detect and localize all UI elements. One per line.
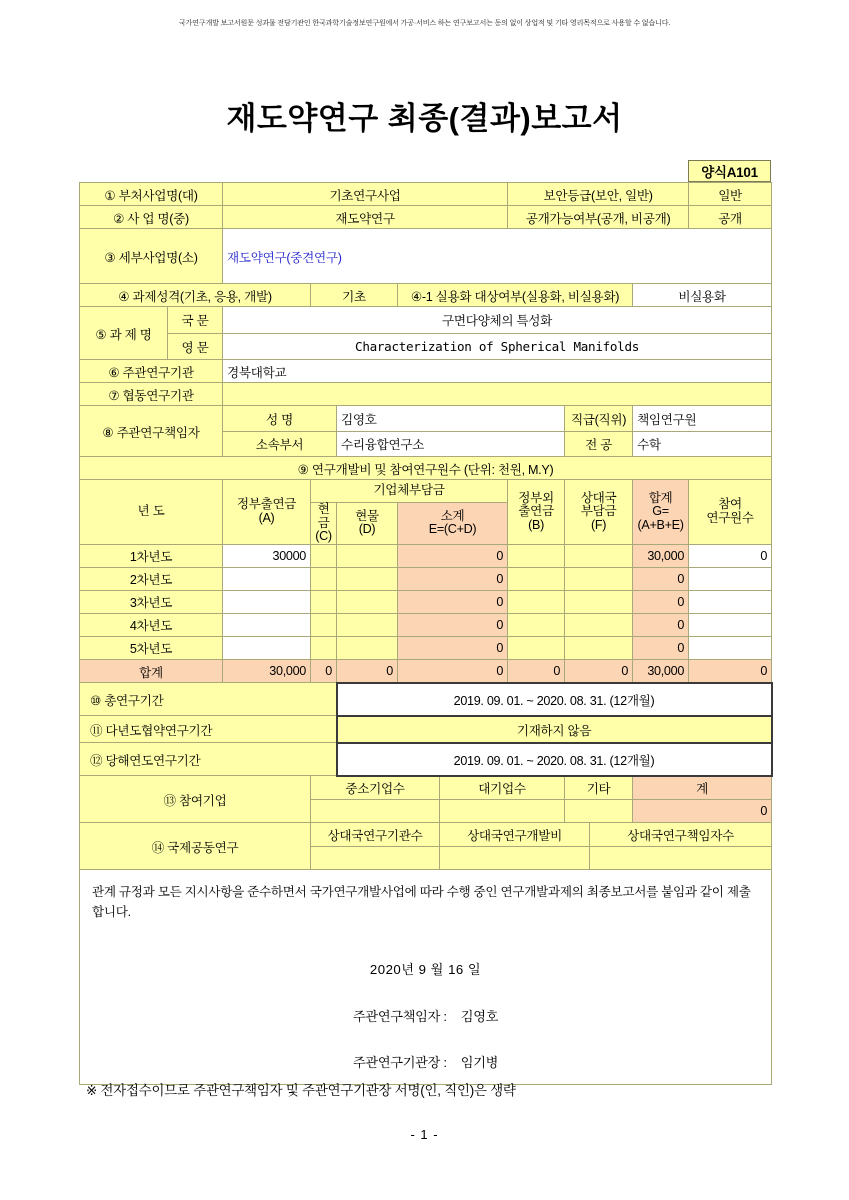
budget-header-gov-fund (223, 480, 311, 545)
budget-cell-cash (311, 544, 337, 567)
budget-header-nongov-line2: 출연금 (518, 504, 554, 519)
declaration-head-signature (92, 1053, 759, 1073)
international-value-pi-count (590, 846, 772, 870)
table-row (80, 360, 772, 383)
budget-total-staff: 0 (689, 659, 772, 683)
table-row (80, 544, 772, 567)
field-label-host-institution: ⑥ 주관연구기관 (80, 360, 223, 383)
report-cover-table (79, 182, 773, 1085)
budget-cell-staff (689, 567, 772, 590)
budget-cell-subtotal: 0 (398, 613, 508, 636)
budget-cell-inkind (337, 590, 398, 613)
field-value-project-type: 기초 (311, 284, 398, 307)
budget-total-inkind: 0 (337, 659, 398, 683)
budget-total-cash: 0 (311, 659, 337, 683)
budget-row-year: 3차년도 (80, 590, 223, 613)
field-value-coop-institution (223, 383, 772, 406)
budget-total-total: 30,000 (633, 659, 689, 683)
budget-header-staff-line1: 참여 (718, 497, 742, 512)
companies-header-total: 계 (633, 776, 772, 800)
budget-cell-subtotal: 0 (398, 544, 508, 567)
companies-header-large: 대기업수 (440, 776, 565, 800)
budget-cell-gov (223, 590, 311, 613)
budget-header-nongov-line3: (B) (528, 517, 544, 532)
budget-header-partner-line2: 부담금 (580, 504, 617, 519)
field-value-commercialization: 비실용화 (633, 284, 772, 307)
budget-header-inkind-line1: 현물 (355, 508, 379, 523)
companies-header-sme: 중소기업수 (311, 776, 440, 800)
budget-section-caption: ⑨ 연구개발비 및 참여연구원수 (단위: 천원, M.Y) (80, 457, 772, 480)
budget-cell-nongov (508, 544, 565, 567)
budget-total-partner: 0 (565, 659, 633, 683)
budget-cell-subtotal: 0 (398, 636, 508, 659)
budget-cell-nongov (508, 613, 565, 636)
international-value-cost (440, 846, 590, 870)
budget-cell-cash (311, 567, 337, 590)
field-value-disclosure: 공개 (689, 206, 772, 229)
table-row (80, 743, 772, 776)
field-label-pi-department: 소속부서 (223, 431, 337, 457)
budget-cell-partner (565, 636, 633, 659)
budget-cell-inkind (337, 544, 398, 567)
budget-header-subtotal (398, 503, 508, 545)
field-label-pi-rank: 직급(직위) (565, 406, 633, 432)
budget-header-total-line1: 합계 (648, 490, 673, 505)
budget-cell-total: 30,000 (633, 544, 689, 567)
budget-row-year: 2차년도 (80, 567, 223, 590)
declaration-head-name: 임기병 (460, 1055, 499, 1071)
budget-cell-total: 0 (633, 590, 689, 613)
budget-cell-gov (223, 567, 311, 590)
budget-header-staff-line2: 연구원수 (706, 510, 754, 525)
page-number: - 1 - (410, 1127, 439, 1142)
international-value-institutions (311, 846, 440, 870)
budget-cell-inkind (337, 636, 398, 659)
field-value-pi-major: 수학 (633, 431, 772, 457)
budget-cell-total: 0 (633, 567, 689, 590)
field-label-total-period: ⑩ 총연구기간 (80, 683, 337, 716)
budget-total-label: 합계 (80, 659, 223, 683)
companies-header-other: 기타 (565, 776, 633, 800)
budget-header-inkind (337, 503, 398, 545)
declaration-block (80, 870, 772, 1084)
field-label-pi-name: 성 명 (223, 406, 337, 432)
budget-header-subtotal-line1: 소계 (440, 508, 465, 523)
table-row (80, 683, 772, 716)
budget-cell-gov: 30000 (223, 544, 311, 567)
field-value-pi-name: 김영호 (337, 406, 565, 432)
table-row (80, 590, 772, 613)
table-row (80, 307, 772, 334)
declaration-date: 2020년 9 월 16 일 (369, 962, 482, 978)
budget-header-cash-line1: 현금 (317, 502, 330, 530)
field-label-project-type: ④ 과제성격(기초, 응용, 개발) (80, 284, 311, 307)
budget-row-year: 5차년도 (80, 636, 223, 659)
budget-total-gov: 30,000 (223, 659, 311, 683)
table-row (80, 383, 772, 406)
budget-cell-cash (311, 636, 337, 659)
budget-cell-nongov (508, 636, 565, 659)
field-value-host-institution: 경북대학교 (223, 360, 772, 383)
budget-row-year: 1차년도 (80, 544, 223, 567)
budget-header-company-contribution: 기업체부담금 (311, 480, 508, 503)
field-label-multiyear-period: ⑪ 다년도협약연구기간 (80, 716, 337, 743)
signature-omitted-note: ※ 전자접수이므로 주관연구책임자 및 주관연구기관장 서명(인, 직인)은 생략 (86, 1083, 516, 1098)
budget-header-inkind-line2: (D) (358, 522, 376, 537)
international-header-institutions: 상대국연구기관수 (311, 823, 440, 847)
field-value-title-korean: 구면다양체의 특성화 (223, 307, 772, 334)
field-value-current-year-period: 2019. 09. 01. ~ 2020. 08. 31. (12개월) (337, 743, 772, 776)
budget-cell-gov (223, 636, 311, 659)
budget-total-nongov: 0 (508, 659, 565, 683)
budget-cell-inkind (337, 567, 398, 590)
field-label-title-english: 영 문 (168, 333, 223, 360)
budget-header-total (633, 480, 689, 545)
field-label-ministry-program: ① 부처사업명(대) (80, 183, 223, 206)
field-label-participating-companies: ⑬ 참여기업 (80, 776, 311, 823)
international-header-pi-count: 상대국연구책임자수 (590, 823, 772, 847)
budget-header-staff-count (689, 480, 772, 545)
budget-header-cash (311, 503, 337, 545)
budget-header-nongov-line1: 정부외 (518, 490, 554, 505)
table-row (80, 716, 772, 743)
budget-cell-nongov (508, 567, 565, 590)
field-value-pi-rank: 책임연구원 (633, 406, 772, 432)
form-code-badge: 양식A101 (688, 160, 771, 182)
table-row (80, 333, 772, 360)
budget-header-partner-line1: 상대국 (580, 490, 617, 505)
field-value-title-english: Characterization of Spherical Manifolds (223, 333, 772, 360)
field-value-detail-program: 재도약연구(중견연구) (223, 229, 772, 284)
budget-cell-partner (565, 567, 633, 590)
field-label-pi-major: 전 공 (565, 431, 633, 457)
companies-value-sme (311, 800, 440, 823)
budget-total-subtotal: 0 (398, 659, 508, 683)
companies-value-other (565, 800, 633, 823)
table-row (80, 776, 772, 800)
budget-cell-gov (223, 613, 311, 636)
table-row (80, 659, 772, 683)
table-row (80, 613, 772, 636)
table-row (80, 406, 772, 432)
budget-header-gov-fund-line1: 정부출연금 (236, 497, 297, 512)
table-row (80, 567, 772, 590)
table-row (80, 183, 772, 206)
field-label-commercialization: ④-1 실용화 대상여부(실용화, 비실용화) (398, 284, 633, 307)
declaration-head-label: 주관연구기관장 : (352, 1055, 447, 1071)
budget-cell-staff (689, 636, 772, 659)
budget-cell-nongov (508, 590, 565, 613)
budget-cell-total: 0 (633, 636, 689, 659)
budget-cell-cash (311, 613, 337, 636)
table-row (80, 284, 772, 307)
budget-cell-partner (565, 590, 633, 613)
table-row (80, 457, 772, 480)
budget-header-year: 년 도 (80, 480, 223, 545)
field-label-title-korean: 국 문 (168, 307, 223, 334)
table-row (80, 480, 772, 503)
field-value-total-period: 2019. 09. 01. ~ 2020. 08. 31. (12개월) (337, 683, 772, 716)
declaration-pi-name: 김영호 (460, 1008, 499, 1024)
budget-cell-subtotal: 0 (398, 567, 508, 590)
declaration-pi-signature (92, 1007, 759, 1027)
field-value-program-name: 재도약연구 (223, 206, 508, 229)
budget-row-year: 4차년도 (80, 613, 223, 636)
budget-cell-staff (689, 613, 772, 636)
field-label-international-research: ⑭ 국제공동연구 (80, 823, 311, 870)
international-header-cost: 상대국연구개발비 (440, 823, 590, 847)
budget-header-total-line2: G=(A+B+E) (637, 504, 684, 532)
field-value-ministry-program: 기초연구사업 (223, 183, 508, 206)
budget-cell-staff: 0 (689, 544, 772, 567)
budget-cell-partner (565, 544, 633, 567)
budget-cell-cash (311, 590, 337, 613)
budget-cell-partner (565, 613, 633, 636)
field-label-current-year-period: ⑫ 당해연도연구기간 (80, 743, 337, 776)
budget-cell-subtotal: 0 (398, 590, 508, 613)
companies-value-large (440, 800, 565, 823)
field-label-security-grade: 보안등급(보안, 일반) (508, 183, 689, 206)
table-row (80, 870, 772, 1084)
budget-header-gov-fund-line2: (A) (258, 510, 275, 525)
field-label-disclosure: 공개가능여부(공개, 비공개) (508, 206, 689, 229)
field-label-coop-institution: ⑦ 협동연구기관 (80, 383, 223, 406)
budget-header-nongov-fund (508, 480, 565, 545)
budget-header-subtotal-line2: E=(C+D) (428, 522, 477, 537)
companies-value-total: 0 (633, 800, 772, 823)
budget-cell-total: 0 (633, 613, 689, 636)
page-title: 재도약연구 최종(결과)보고서 (226, 101, 623, 136)
field-label-detail-program: ③ 세부사업명(소) (80, 229, 223, 284)
field-value-security-grade: 일반 (689, 183, 772, 206)
budget-header-partner-line3: (F) (590, 517, 607, 532)
budget-header-cash-line2: (C) (315, 529, 332, 544)
field-value-pi-department: 수리융합연구소 (337, 431, 565, 457)
budget-header-partner-contribution (565, 480, 633, 545)
field-label-project-title: ⑤ 과 제 명 (80, 307, 168, 360)
table-row (80, 823, 772, 847)
table-row (80, 229, 772, 284)
declaration-pi-label: 주관연구책임자 : (352, 1008, 447, 1024)
field-value-multiyear-period: 기재하지 않음 (337, 716, 772, 743)
table-row (80, 206, 772, 229)
table-row (80, 636, 772, 659)
declaration-body: 관계 규정과 모든 지시사항을 준수하면서 국가연구개발사업에 따라 수행 중인 연구개발과제의 최종보고서를 붙임과 같이 제출 합니다. (92, 885, 751, 919)
budget-cell-inkind (337, 613, 398, 636)
field-label-program-name: ② 사 업 명(중) (80, 206, 223, 229)
field-label-principal-investigator: ⑧ 주관연구책임자 (80, 406, 223, 457)
copyright-notice: 국가연구개발 보고서원문 성과물 전담기관인 한국과학기술정보연구원에서 가공·서비스 하는 연구보고서는 동의 없이 상업적 및 기타 영리목적으로 사용할 수 없습니다. (178, 19, 671, 27)
budget-cell-staff (689, 590, 772, 613)
form-code-row (79, 160, 771, 182)
